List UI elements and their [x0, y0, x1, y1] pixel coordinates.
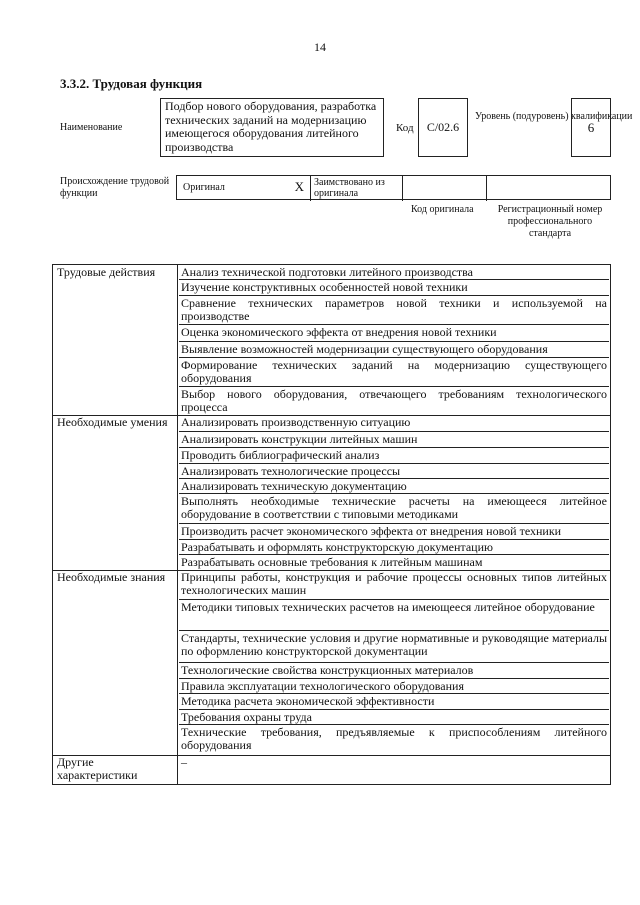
- section-required-knowledge-title: Необходимые знания: [57, 570, 166, 584]
- origin-label: Происхождение трудовой функции: [60, 176, 170, 199]
- table-row: Анализ технической подготовки литейного производства: [179, 265, 609, 280]
- reg-number-caption: Регистрационный номер профессионального стандарта: [497, 204, 603, 239]
- reg-number-cell: [487, 176, 611, 201]
- origin-row: [176, 175, 611, 200]
- table-row: Методика расчета экономической эффективности: [179, 694, 609, 710]
- table-row: Проводить библиографический анализ: [179, 448, 609, 464]
- original-mark: X: [294, 179, 304, 194]
- table-row: Анализировать производственную ситуацию: [179, 415, 609, 432]
- section-other-characteristics-title: Другие характеристики: [57, 755, 138, 782]
- table-row: Выбор нового оборудования, отвечающего требованиям технологического процесса: [181, 387, 607, 414]
- original-cell: [177, 176, 311, 201]
- table-row: Технические требования, предъявляемые к приспособлениям литейного оборудования: [181, 725, 607, 752]
- table-row: Формирование технических заданий на модернизацию существующего оборудования: [181, 358, 607, 385]
- code-label: Код: [396, 122, 414, 134]
- borrowed-cell: Заимствовано из оригинала: [311, 176, 403, 201]
- table-row: Оценка экономического эффекта от внедрения новой техники: [179, 325, 609, 342]
- table-row: Разрабатывать основные требования к литейным машинам: [181, 555, 483, 569]
- name-label: Наименование: [60, 122, 123, 133]
- section-required-skills-title: Необходимые умения: [57, 415, 168, 429]
- code-box: C/02.6: [418, 98, 468, 157]
- table-row: Принципы работы, конструкция и рабочие процессы основных типов литейных технологических машин: [179, 570, 609, 600]
- table-row: Стандарты, технические условия и другие нормативные и руководящие материалы по оформлению конструкторской документации: [179, 631, 609, 663]
- table-row: Сравнение технических параметров новой техники и используемой на производстве: [181, 296, 607, 323]
- table-row: Правила эксплуатации технологического оборудования: [179, 679, 609, 694]
- column-divider: [177, 265, 178, 784]
- table-row: –: [181, 755, 187, 769]
- original-label: Оригинал: [183, 182, 225, 193]
- level-label: Уровень (подуровень) квалификации: [475, 111, 633, 122]
- function-table: [52, 264, 611, 785]
- section-heading: 3.3.2. Трудовая функция: [60, 76, 203, 91]
- table-row: Производить расчет экономического эффекта от внедрения новой техники: [179, 524, 609, 540]
- table-row: Анализировать технологические процессы: [179, 464, 609, 479]
- table-row: Выполнять необходимые технические расчеты на имеющееся литейное оборудование в соответствии с типовыми методиками: [179, 494, 609, 524]
- level-box: 6: [571, 98, 611, 157]
- page-number: 14: [314, 40, 326, 54]
- table-row: Изучение конструктивных особенностей новой техники: [179, 280, 609, 296]
- function-name-box: Подбор нового оборудования, разработка технических заданий на модернизацию имеющегося оборудования литейного производства: [160, 98, 384, 157]
- code-original-caption: Код оригинала: [411, 204, 474, 215]
- code-original-cell: [403, 176, 487, 201]
- table-row: Анализировать конструкции литейных машин: [179, 432, 609, 448]
- section-labor-actions-title: Трудовые действия: [57, 265, 156, 279]
- table-row: Требования охраны труда: [179, 710, 609, 725]
- table-row: Анализировать техническую документацию: [179, 479, 609, 494]
- table-row: Выявление возможностей модернизации существующего оборудования: [179, 342, 609, 358]
- table-row: Методики типовых технических расчетов на имеющееся литейное оборудование: [179, 600, 609, 631]
- table-row: Разрабатывать и оформлять конструкторскую документацию: [179, 540, 609, 555]
- table-row: Технологические свойства конструкционных материалов: [179, 663, 609, 679]
